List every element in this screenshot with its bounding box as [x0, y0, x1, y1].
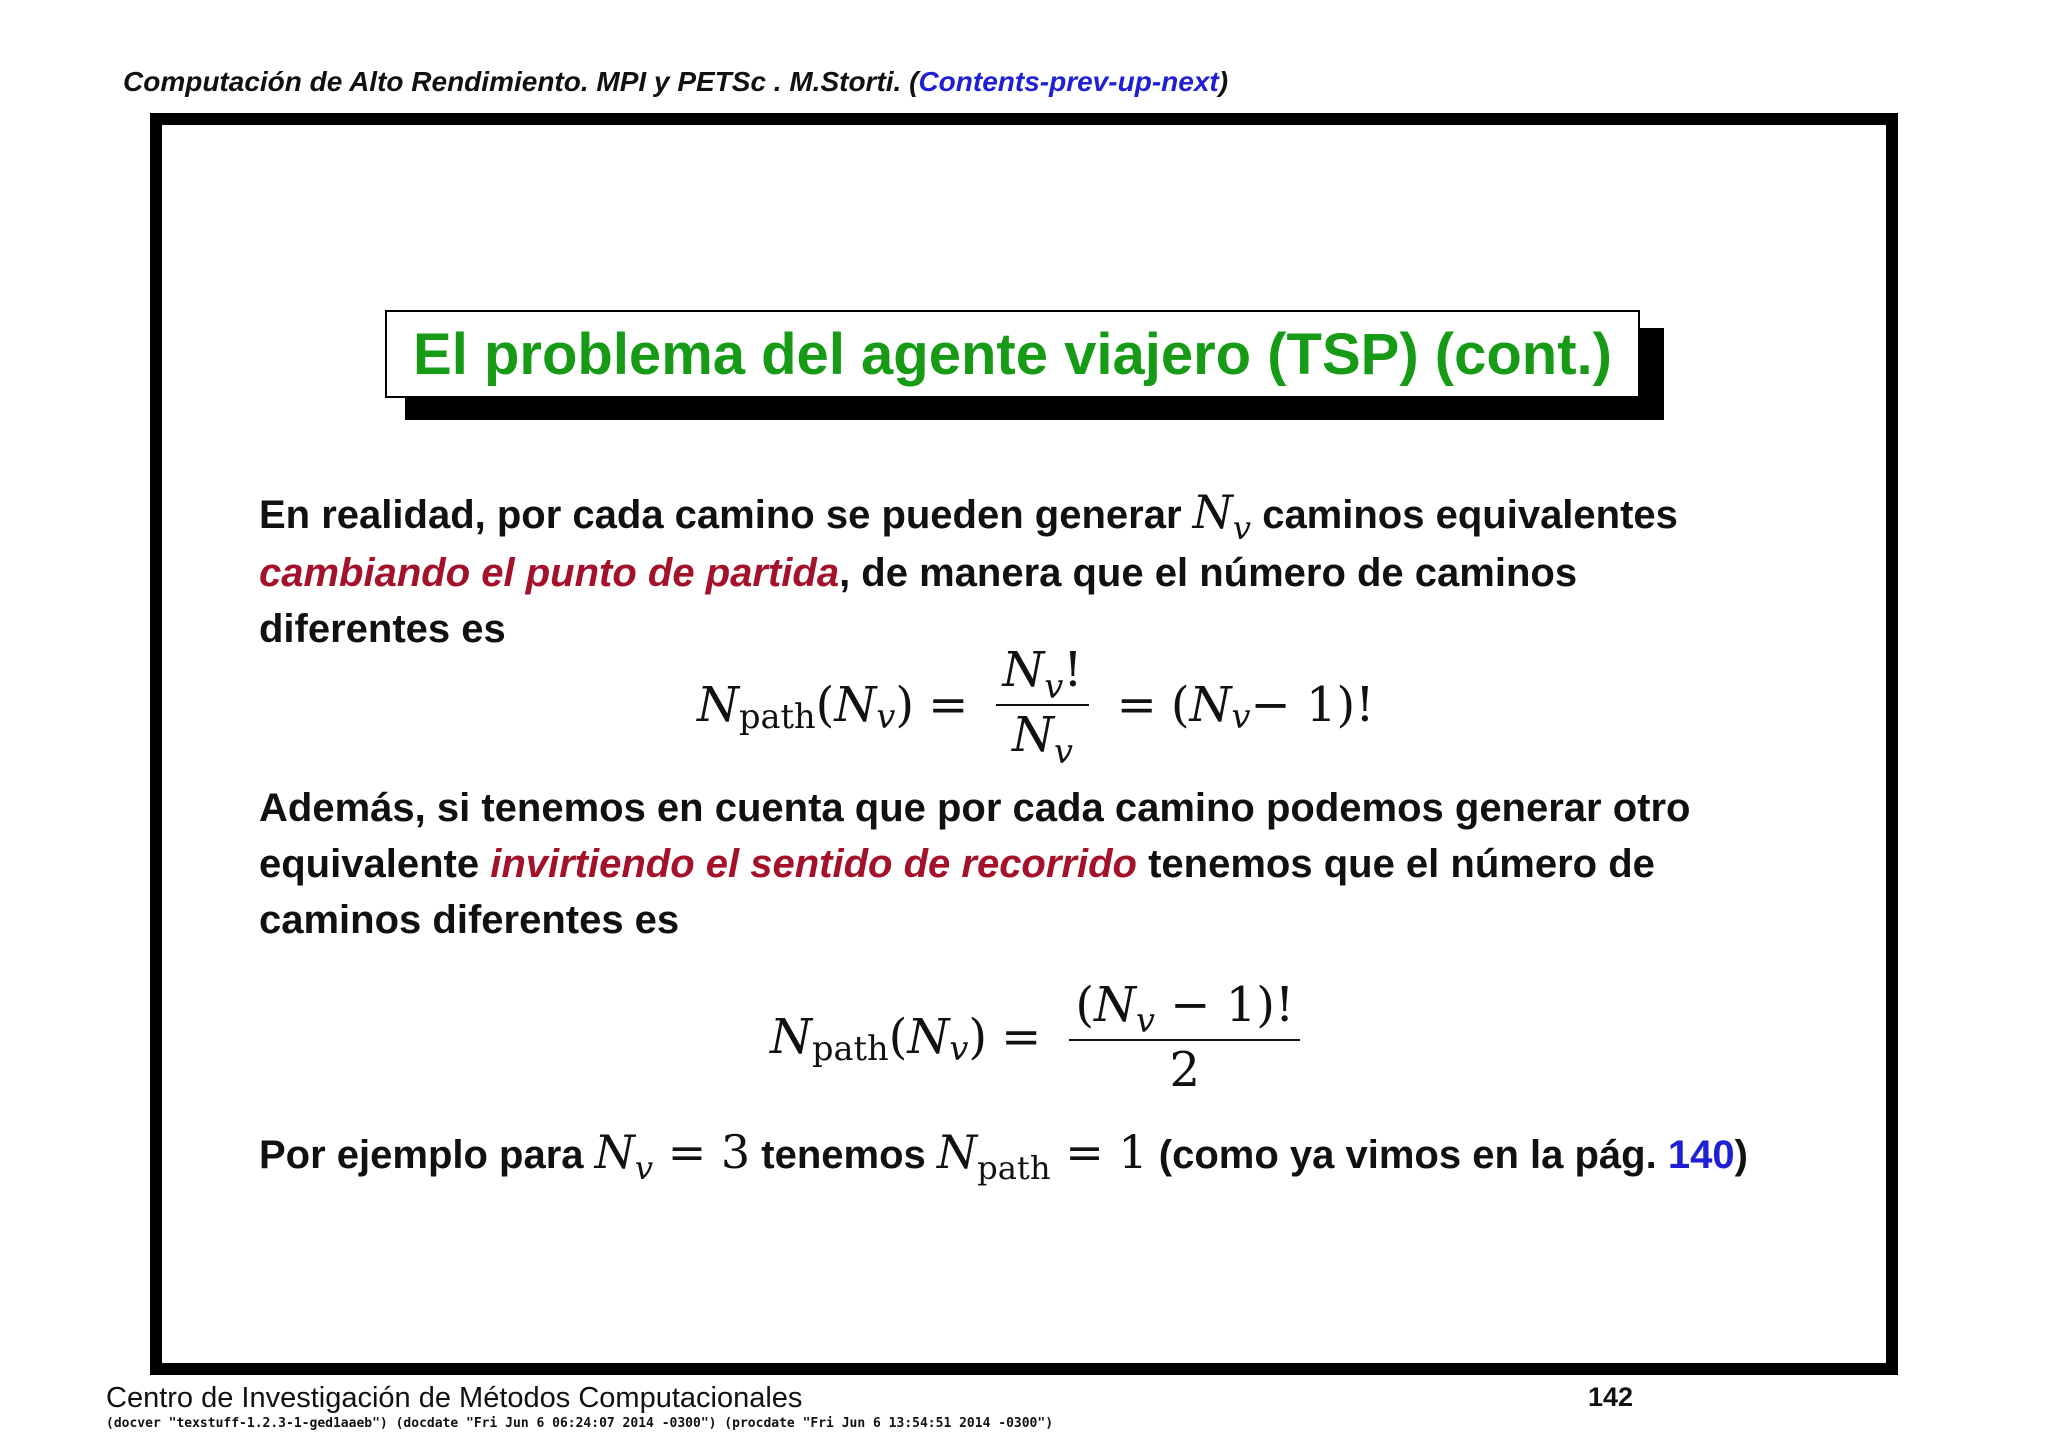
- inline-math-nv: $N_v$: [1192, 485, 1252, 548]
- inline-math-nv-eq-3: $N_v = 3$: [594, 1125, 751, 1188]
- header-title: Computación de Alto Rendimiento. MPI y PETSc . M.Storti. (: [123, 66, 919, 97]
- fraction-numerator: $(N_v - 1)$!: [1075, 976, 1295, 1041]
- header-close-paren: ): [1218, 66, 1229, 97]
- nav-prev-link[interactable]: prev: [1049, 66, 1109, 97]
- paragraph-2: [259, 780, 1779, 948]
- paragraph-text: Por ejemplo para: [259, 1133, 595, 1177]
- fraction-denominator: $N_v$: [1011, 707, 1073, 771]
- equation-2: N path ( N v ) = $\frac{(N_v - 1)!}{2}$: [770, 972, 1314, 1102]
- paragraph-1: [259, 484, 1779, 657]
- paragraph-text: ): [1734, 1133, 1748, 1177]
- page-header: [123, 66, 1228, 98]
- doc-version-line: (docver "texstuff-1.2.3-1-ged1aaeb") (docdate "Fri Jun 6 06:24:07 2014 -0300") (procdate "Fri Jun 6 13:54:51 2014 -0300"): [106, 1416, 1054, 1431]
- fraction-numerator: $N_v$!: [1002, 642, 1083, 706]
- paragraph-text: tenemos que el número de caminos diferentes es: [259, 842, 1655, 942]
- paragraph-text: (como ya vimos en la pág.: [1147, 1133, 1668, 1177]
- paragraph-text: En realidad, por cada camino se pueden generar: [259, 493, 1193, 537]
- paragraph-text: , de manera que el número de caminos diferentes es: [259, 551, 1578, 651]
- paragraph-3: [259, 1124, 1779, 1188]
- paragraph-text: Además, si tenemos en cuenta que por cada camino podemos generar otro equivalente: [259, 786, 1691, 886]
- nav-contents-link[interactable]: Contents: [918, 66, 1040, 97]
- slide-title-box: [385, 310, 1640, 398]
- fraction: [996, 641, 1088, 769]
- slide-title: El problema del agente viajero (TSP) (cont.): [413, 321, 1612, 387]
- page-number: 142: [1588, 1382, 1634, 1412]
- page-reference-link[interactable]: 140: [1667, 1133, 1735, 1177]
- emphasis-text: cambiando el punto de partida: [259, 551, 840, 595]
- footer-institution: Centro de Investigación de Métodos Computacionales: [106, 1382, 803, 1414]
- nav-separator: -: [1039, 66, 1050, 97]
- equation-1: N path ( N v ) = $\frac{N_v!}{N_v}$ = ( N v − 1)!: [697, 642, 1375, 771]
- fraction-denominator: 2: [1169, 1041, 1201, 1098]
- paragraph-text: caminos equivalentes: [1251, 493, 1678, 537]
- paragraph-text: tenemos: [750, 1133, 937, 1177]
- nav-separator: -: [1151, 66, 1162, 97]
- inline-math-npath-eq-1: $N_{path} = 1$: [936, 1125, 1148, 1188]
- emphasis-text: invirtiendo el sentido de recorrido: [490, 842, 1137, 886]
- fraction: [1069, 976, 1300, 1099]
- nav-separator: -: [1108, 66, 1118, 97]
- nav-next-link[interactable]: next: [1161, 66, 1219, 97]
- nav-up-link[interactable]: up: [1117, 66, 1152, 97]
